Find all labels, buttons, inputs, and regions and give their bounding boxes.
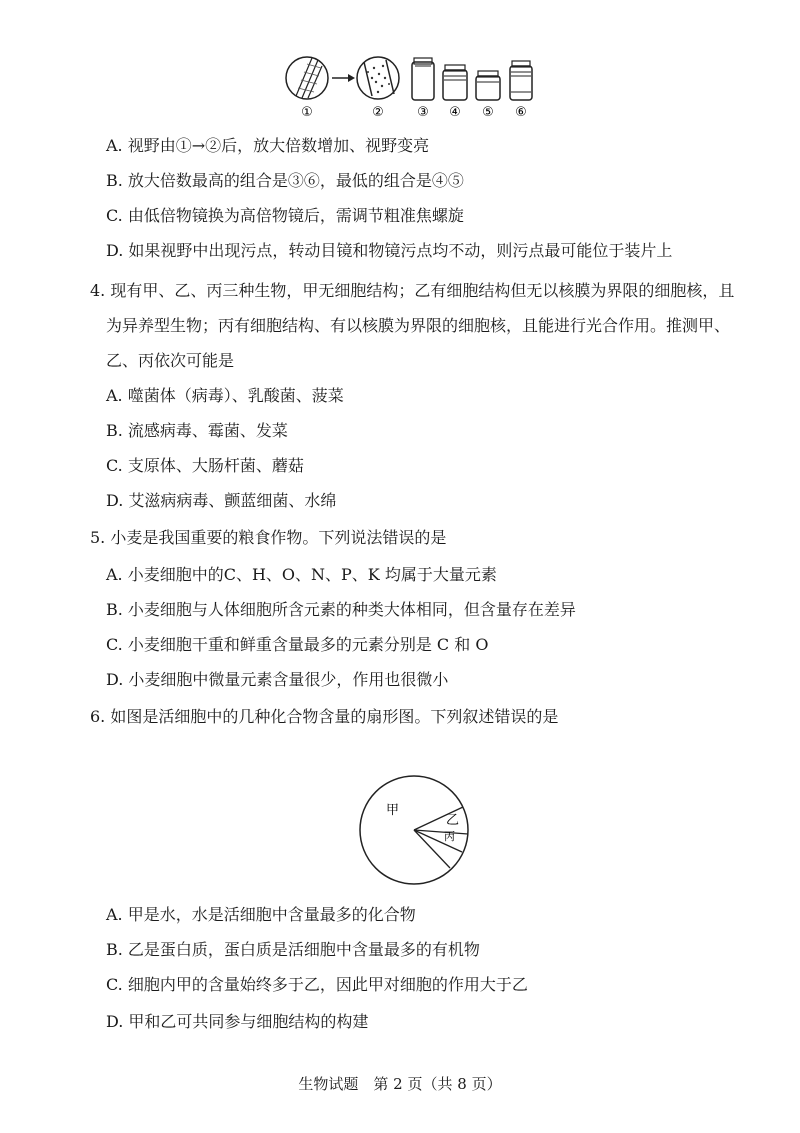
lens-5-icon	[476, 71, 500, 100]
page-footer: 生物试题 第 2 页（共 8 页）	[298, 1075, 502, 1093]
q5-option-b: B. 小麦细胞与人体细胞所含元素的种类大体相同，但含量存在差异	[106, 600, 576, 619]
microscope-figure	[282, 52, 542, 120]
fig-label-6: ⑥	[515, 105, 527, 120]
q4-option-a: A. 噬菌体（病毒）、乳酸菌、菠菜	[106, 386, 344, 405]
q4-option-d: D. 艾滋病病毒、颤蓝细菌、水绵	[106, 491, 337, 510]
lens-6-icon	[510, 61, 532, 100]
q4-stem-line-1: 4. 现有甲、乙、丙三种生物，甲无细胞结构；乙有细胞结构但无以核膜为界限的细胞核，且	[90, 281, 735, 300]
q5-option-d: D. 小麦细胞中微量元素含量很少，作用也很微小	[106, 670, 449, 689]
fig-label-4: ④	[449, 105, 461, 120]
q4-stem-line-2: 为异养型生物；丙有细胞结构、有以核膜为界限的细胞核，且能进行光合作用。推测甲、	[106, 316, 731, 335]
lens-4-icon	[443, 65, 467, 100]
q6-stem: 6. 如图是活细胞中的几种化合物含量的扇形图。下列叙述错误的是	[90, 707, 559, 726]
fig-label-5: ⑤	[482, 105, 494, 120]
field-of-view-high-icon	[357, 57, 399, 99]
compound-pie-figure	[356, 772, 476, 892]
q3-option-c: C. 由低倍物镜换为高倍物镜后，需调节粗准焦螺旋	[106, 206, 464, 225]
field-of-view-low-icon	[286, 57, 328, 99]
q6-option-d: D. 甲和乙可共同参与细胞结构的构建	[106, 1012, 369, 1031]
pie-label-yi: 乙	[446, 813, 460, 828]
q3-option-d: D. 如果视野中出现污点，转动目镜和物镜污点均不动，则污点最可能位于装片上	[106, 241, 673, 260]
fig-label-2: ②	[372, 105, 384, 120]
q5-option-c: C. 小麦细胞干重和鲜重含量最多的元素分别是 C 和 O	[106, 635, 489, 654]
q3-option-a: A. 视野由①→②后，放大倍数增加、视野变亮	[106, 136, 430, 155]
q6-option-c: C. 细胞内甲的含量始终多于乙，因此甲对细胞的作用大于乙	[106, 975, 528, 994]
q4-option-b: B. 流感病毒、霉菌、发菜	[106, 421, 288, 440]
q3-option-b: B. 放大倍数最高的组合是③⑥，最低的组合是④⑤	[106, 171, 464, 190]
q4-stem-line-3: 乙、丙依次可能是	[106, 351, 235, 370]
q4-option-c: C. 支原体、大肠杆菌、蘑菇	[106, 456, 304, 475]
arrow-icon	[332, 74, 355, 82]
q5-option-a: A. 小麦细胞中的C、H、O、N、P、K 均属于大量元素	[106, 565, 497, 584]
lens-3-icon	[412, 58, 434, 100]
pie-label-jia: 甲	[386, 803, 400, 818]
q6-option-a: A. 甲是水，水是活细胞中含量最多的化合物	[106, 905, 416, 924]
q5-stem: 5. 小麦是我国重要的粮食作物。下列说法错误的是	[90, 528, 447, 547]
q6-option-b: B. 乙是蛋白质，蛋白质是活细胞中含量最多的有机物	[106, 940, 480, 959]
fig-label-3: ③	[417, 105, 429, 120]
pie-label-bing: 丙	[444, 830, 455, 843]
fig-label-1: ①	[301, 105, 313, 120]
